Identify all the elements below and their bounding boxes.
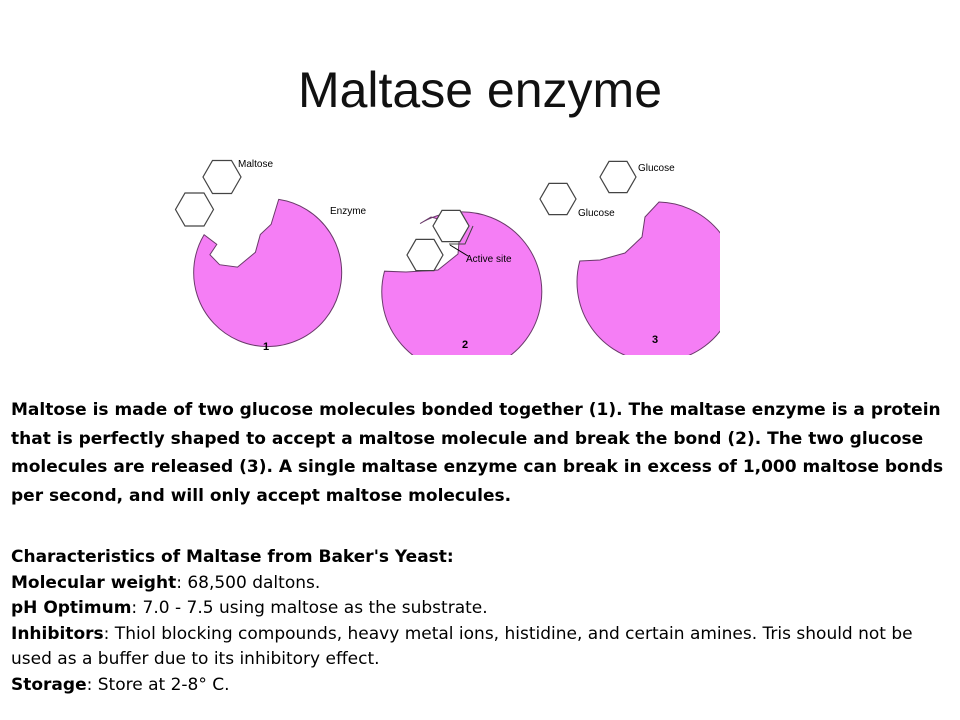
characteristics-heading: Characteristics of Maltase from Baker's Yeast: — [11, 547, 454, 567]
panel-2 — [382, 210, 542, 355]
characteristic-label: Inhibitors — [11, 623, 104, 644]
characteristic-label: pH Optimum — [11, 598, 132, 619]
glucose-label-bottom: Glucose — [578, 208, 615, 219]
characteristic-row — [11, 571, 946, 597]
slide-title: Maltase enzyme — [297, 62, 663, 118]
characteristic-value: : 68,500 daltons. — [176, 572, 321, 593]
step-number-1: 1 — [263, 341, 270, 353]
enzyme-shape-1 — [194, 199, 342, 346]
step-number-3: 3 — [652, 334, 659, 346]
glucose-label-top: Glucose — [638, 163, 675, 174]
characteristic-row — [11, 596, 946, 622]
active-site-label: Active site — [466, 254, 512, 265]
panel-3 — [540, 161, 720, 355]
characteristic-value: : 7.0 - 7.5 using maltose as the substrate. — [131, 598, 488, 619]
glucose-hexagon — [540, 183, 576, 214]
step-number-2: 2 — [462, 339, 469, 351]
glucose-hexagon — [203, 161, 241, 194]
maltose-label: Maltose — [238, 159, 274, 170]
characteristic-value: : Thiol blocking compounds, heavy metal ions, histidine, and certain amines. Tris should not be used as a buffer due to its inhibitory effect. — [11, 623, 913, 670]
panel-1 — [176, 159, 367, 353]
enzyme-shape-3 — [577, 202, 720, 355]
glucose-hexagon — [176, 193, 214, 226]
characteristic-label: Molecular weight — [11, 572, 177, 593]
characteristic-row — [11, 622, 946, 673]
characteristic-value: : Store at 2-8° C. — [86, 674, 230, 695]
characteristic-row — [11, 673, 946, 699]
maltase-diagram — [160, 150, 720, 355]
glucose-hexagon — [600, 161, 636, 192]
characteristic-label: Storage — [11, 674, 87, 695]
enzyme-label: Enzyme — [330, 206, 367, 217]
glucose-hexagon — [407, 239, 443, 270]
description-paragraph: Maltose is made of two glucose molecules bonded together (1). The maltase enzyme is a protein that is perfectly shaped to accept a maltose molecule and break the bond (2). The two glucose molecules are released (3). A single maltase enzyme can break in excess of 1,000 maltose bonds per second, and will only accept maltose molecules. — [11, 400, 944, 506]
characteristics-section — [11, 545, 946, 699]
